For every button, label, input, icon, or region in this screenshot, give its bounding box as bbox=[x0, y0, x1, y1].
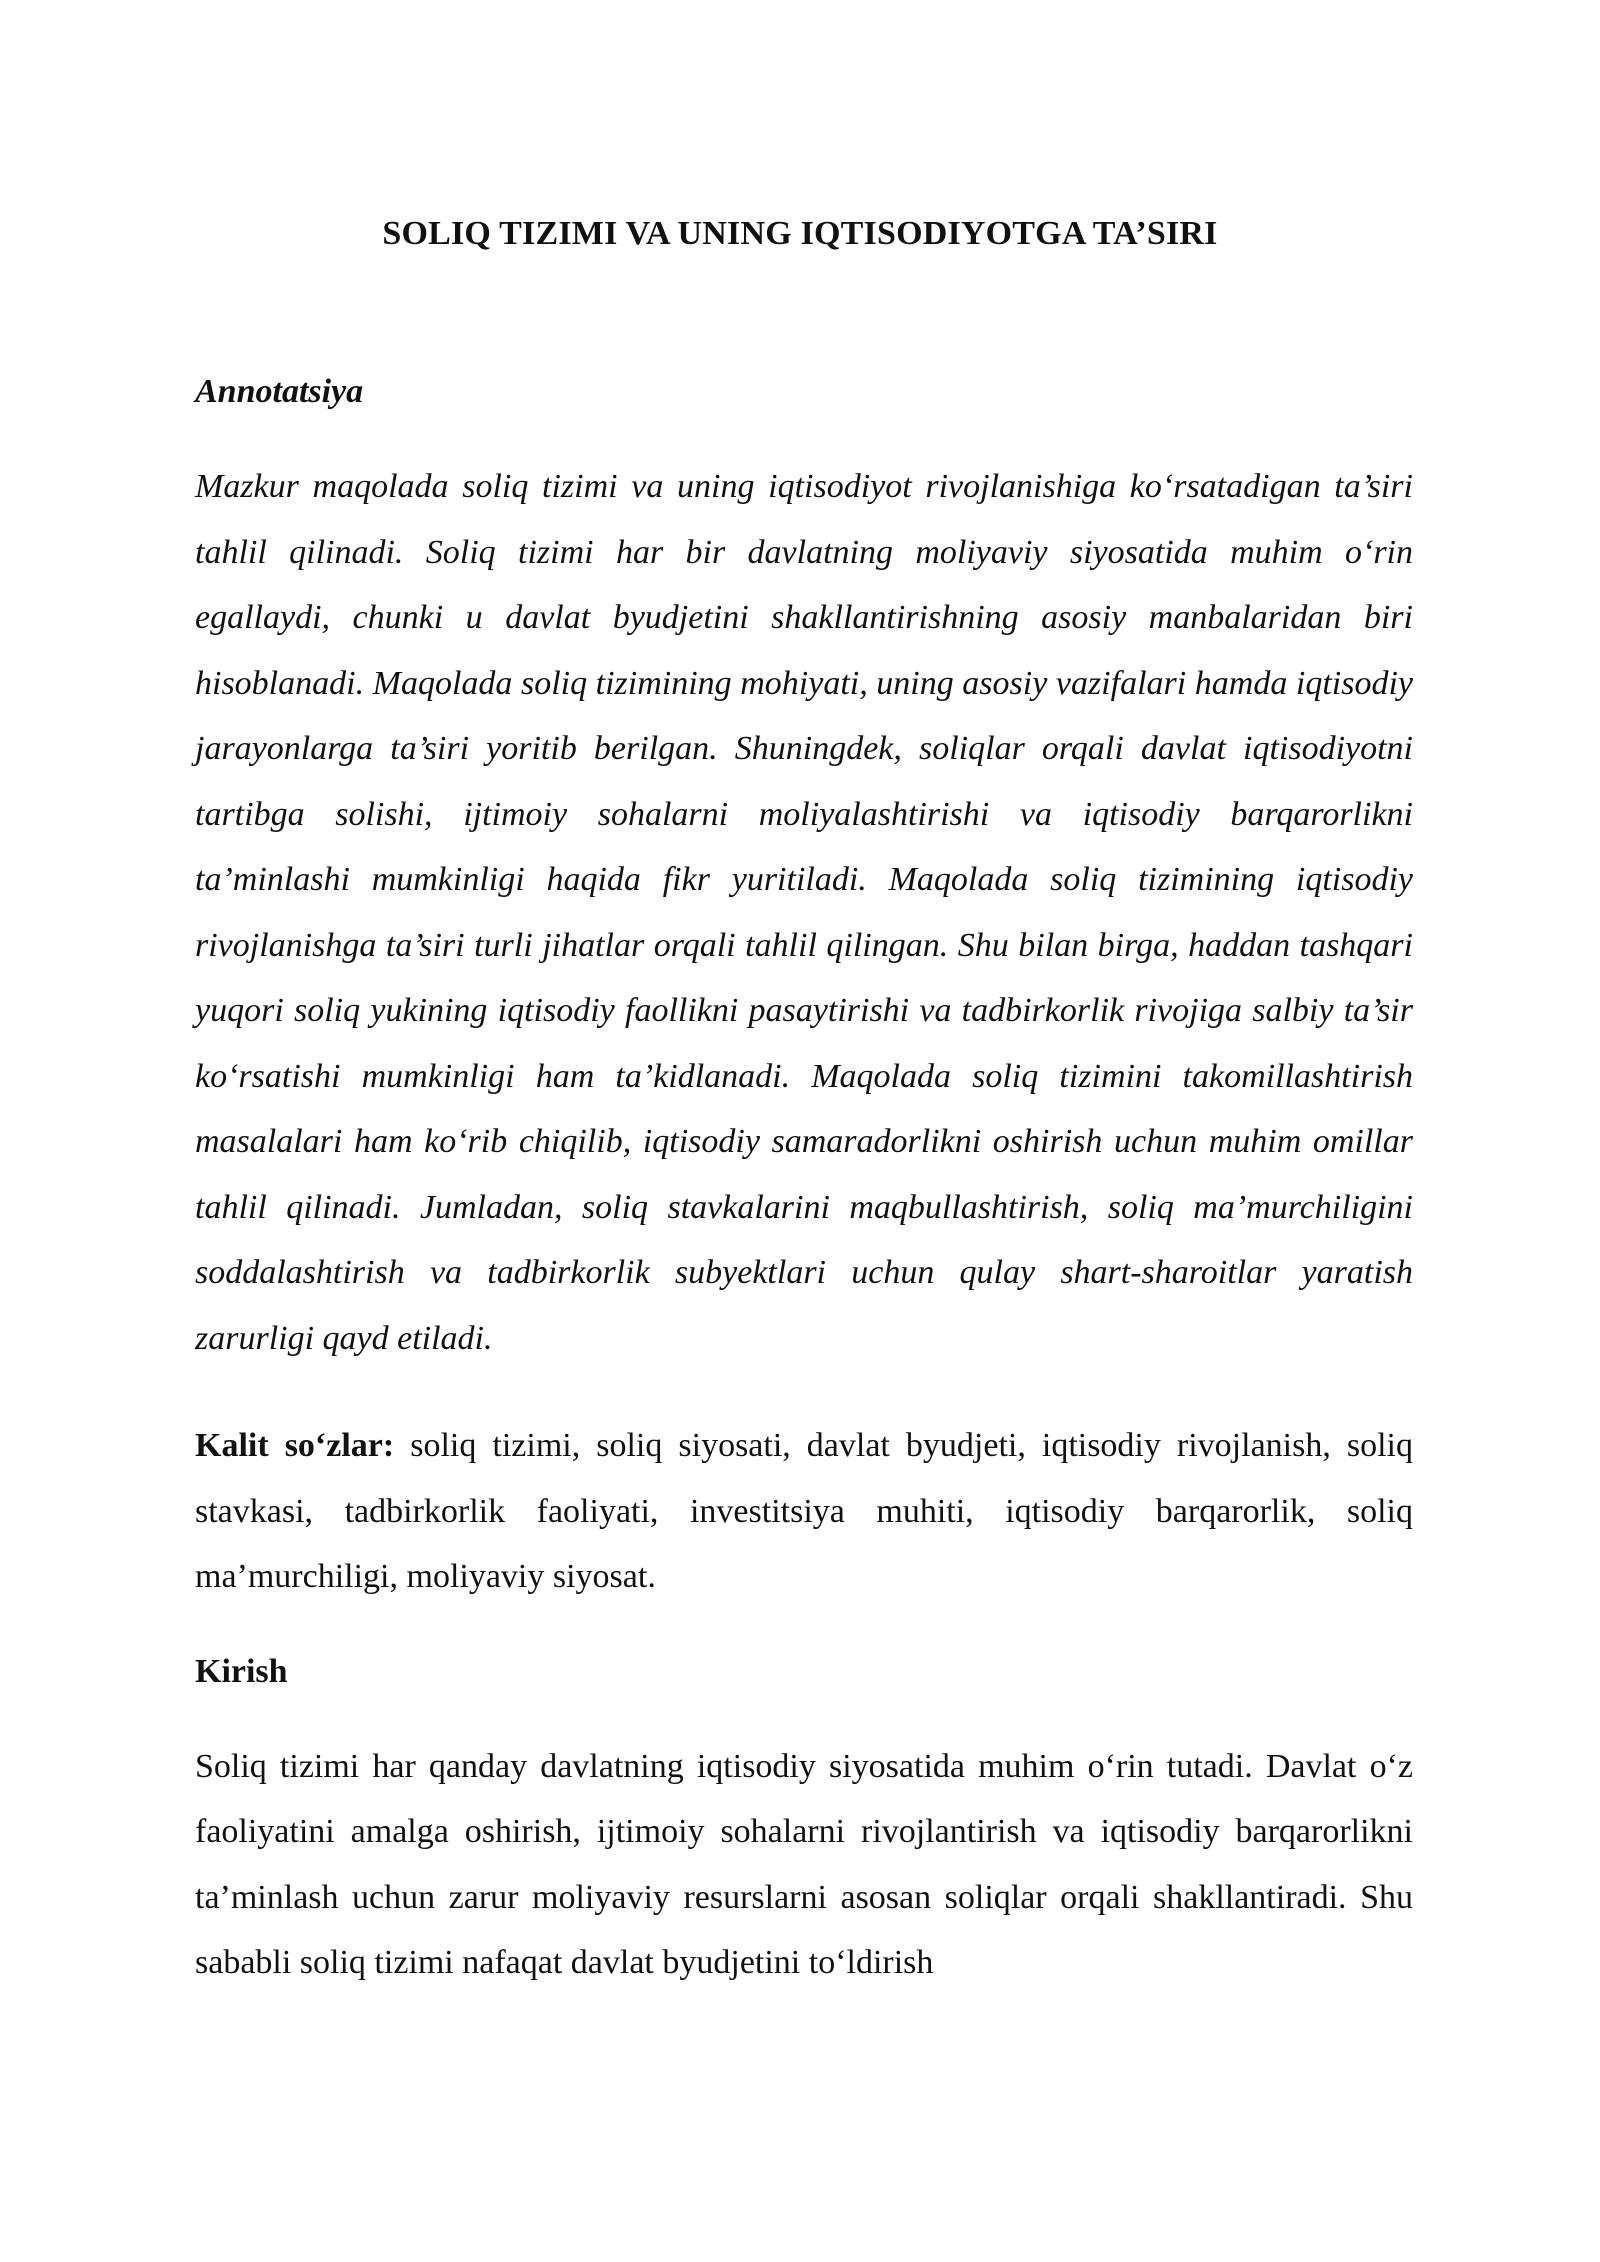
page-title: SOLIQ TIZIMI VA UNING IQTISODIYOTGA TA’SIRI bbox=[382, 215, 1218, 252]
document-body bbox=[195, 370, 1413, 1996]
keywords-label: Kalit so‘zlar: bbox=[195, 1427, 395, 1464]
intro-paragraph: Soliq tizimi har qanday davlatning iqtisodiy siyosatida muhim o‘rin tutadi. Davlat o‘z faoliyatini amalga oshirish, ijtimoiy sohalarni rivojlantirish va iqtisodiy barqarorlikni ta’minlash uchun zarur moliyaviy resurslarni asosan soliqlar orqali shakllantiradi. Shu sababli soliq tizimi nafaqat davlat byudjetini to‘ldirish bbox=[195, 1747, 1413, 1981]
annotation-paragraph: Mazkur maqolada soliq tizimi va uning iqtisodiyot rivojlanishiga ko‘rsatadigan ta’siri tahlil qilinadi. Soliq tizimi har bir davlatning moliyaviy siyosatida muhim o‘rin egallaydi, chunki u davlat byudjetini shakllantirishning asosiy manbalaridan biri hisoblanadi. Maqolada soliq tizimining mohiyati, uning asosiy vazifalari hamda iqtisodiy jarayonlarga ta’siri yoritib berilgan. Shuningdek, soliqlar orqali davlat iqtisodiyotni tartibga solishi, ijtimoiy sohalarni moliyalashtirishi va iqtisodiy barqarorlikni ta’minlashi mumkinligi haqida fikr yuritiladi. Maqolada soliq tizimining iqtisodiy rivojlanishga ta’siri turli jihatlar orqali tahlil qilingan. Shu bilan birga, haddan tashqari yuqori soliq yukining iqtisodiy faollikni pasaytirishi va tadbirkorlik rivojiga salbiy ta’sir ko‘rsatishi mumkinligi ham ta’kidlanadi. Maqolada soliq tizimini takomillashtirish masalalari ham ko‘rib chiqilib, iqtisodiy samaradorlikni oshirish uchun muhim omillar tahlil qilinadi. Jumladan, soliq stavkalarini maqbullashtirish, soliq ma’murchiligini soddalashtirish va tadbirkorlik subyektlari uchun qulay shart-sharoitlar yaratish zarurligi qayd etiladi. bbox=[195, 468, 1413, 1357]
keywords-paragraph bbox=[195, 1413, 1413, 1610]
intro-heading: Kirish bbox=[195, 1652, 288, 1690]
annotation-heading: Annotatsiya bbox=[195, 373, 364, 410]
keywords-list: soliq tizimi, soliq siyosati, davlat byudjeti, iqtisodiy rivojlanish, soliq stavkasi, tadbirkorlik faoliyati, investitsiya muhiti, iqtisodiy barqarorlik, soliq ma’murchiligi, moliyaviy siyosat. bbox=[195, 1427, 1413, 1595]
